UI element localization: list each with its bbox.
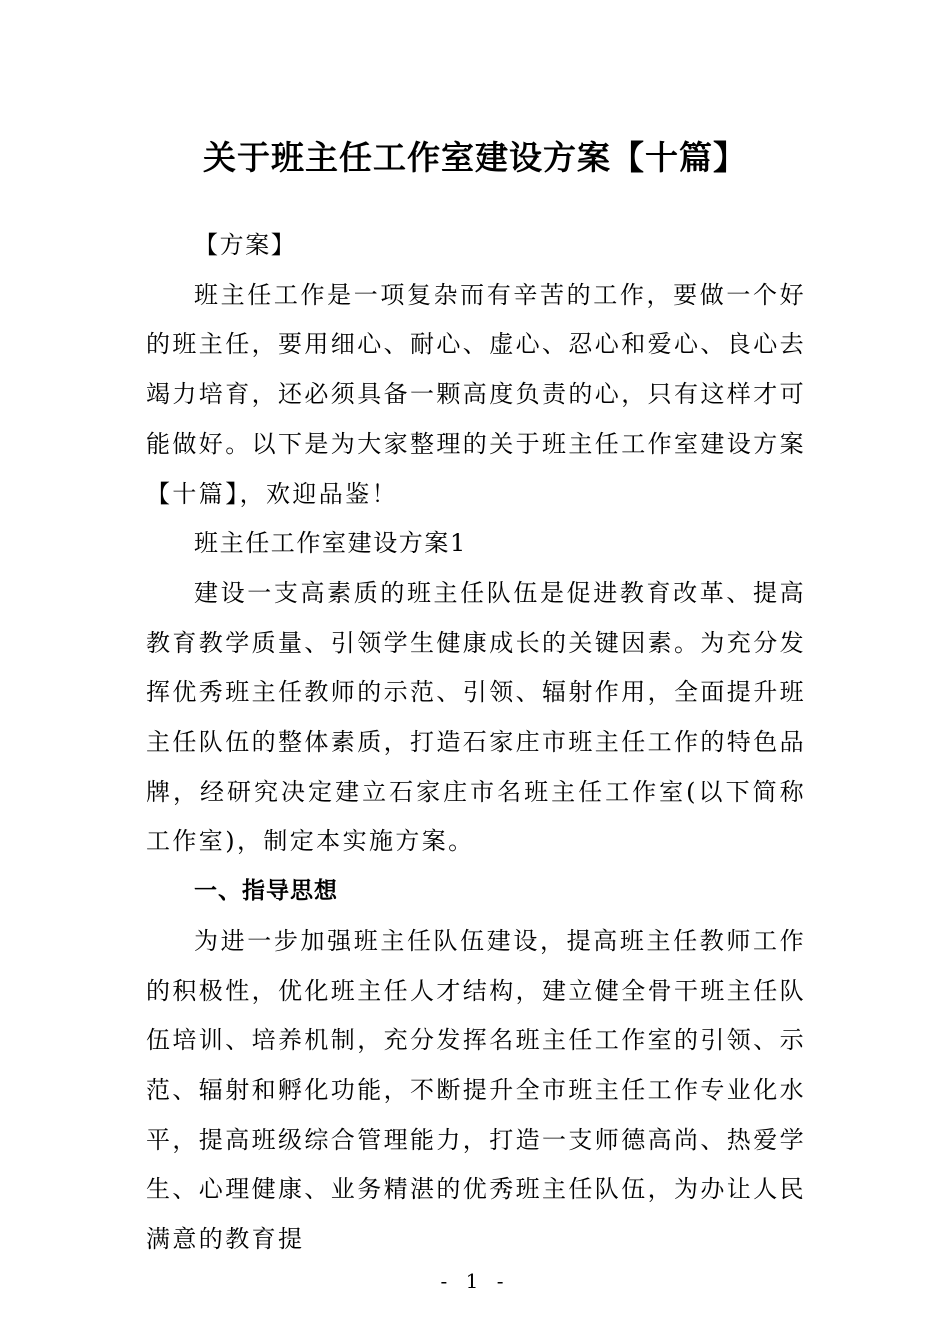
section-heading: 一、指导思想 <box>194 878 338 905</box>
tag-label: 【方案】 <box>194 231 297 259</box>
subtitle: 班主任工作室建设方案1 <box>194 529 467 558</box>
paragraph-1: 建设一支高素质的班主任队伍是促进教育改革、提高教育教学质量、引领学生健康成长的关键因素。为充分发挥优秀班主任教师的示范、引领、辐射作用，全面提升班主任队伍的整体素质，打造石家庄市班主任工作的特色品牌，经研究决定建立石家庄市名班主任工作室(以下简称工作室)，制定本实施方案。 <box>146 578 806 856</box>
section-1-text: 为进一步加强班主任队伍建设，提高班主任教师工作的积极性，优化班主任人才结构，建立健全骨干班主任队伍培训、培养机制，充分发挥名班主任工作室的引领、示范、辐射和孵化功能，不断提升全市班主任工作专业化水平，提高班级综合管理能力，打造一支师德高尚、热爱学生、心理健康、业务精湛的优秀班主任队伍，为办让人民满意的教育提 <box>146 926 806 1254</box>
document-title: 关于班主任工作室建设方案【十篇】 <box>203 138 747 177</box>
document-body <box>146 221 806 1265</box>
page-number: - 1 - <box>440 1269 510 1293</box>
intro-paragraph: 班主任工作是一项复杂而有辛苦的工作，要做一个好的班主任，要用细心、耐心、虚心、忍心和爱心、良心去竭力培育，还必须具备一颗高度负责的心，只有这样才可能做好。以下是为大家整理的关于班主任工作室建设方案【十篇】，欢迎品鉴！ <box>146 280 806 508</box>
